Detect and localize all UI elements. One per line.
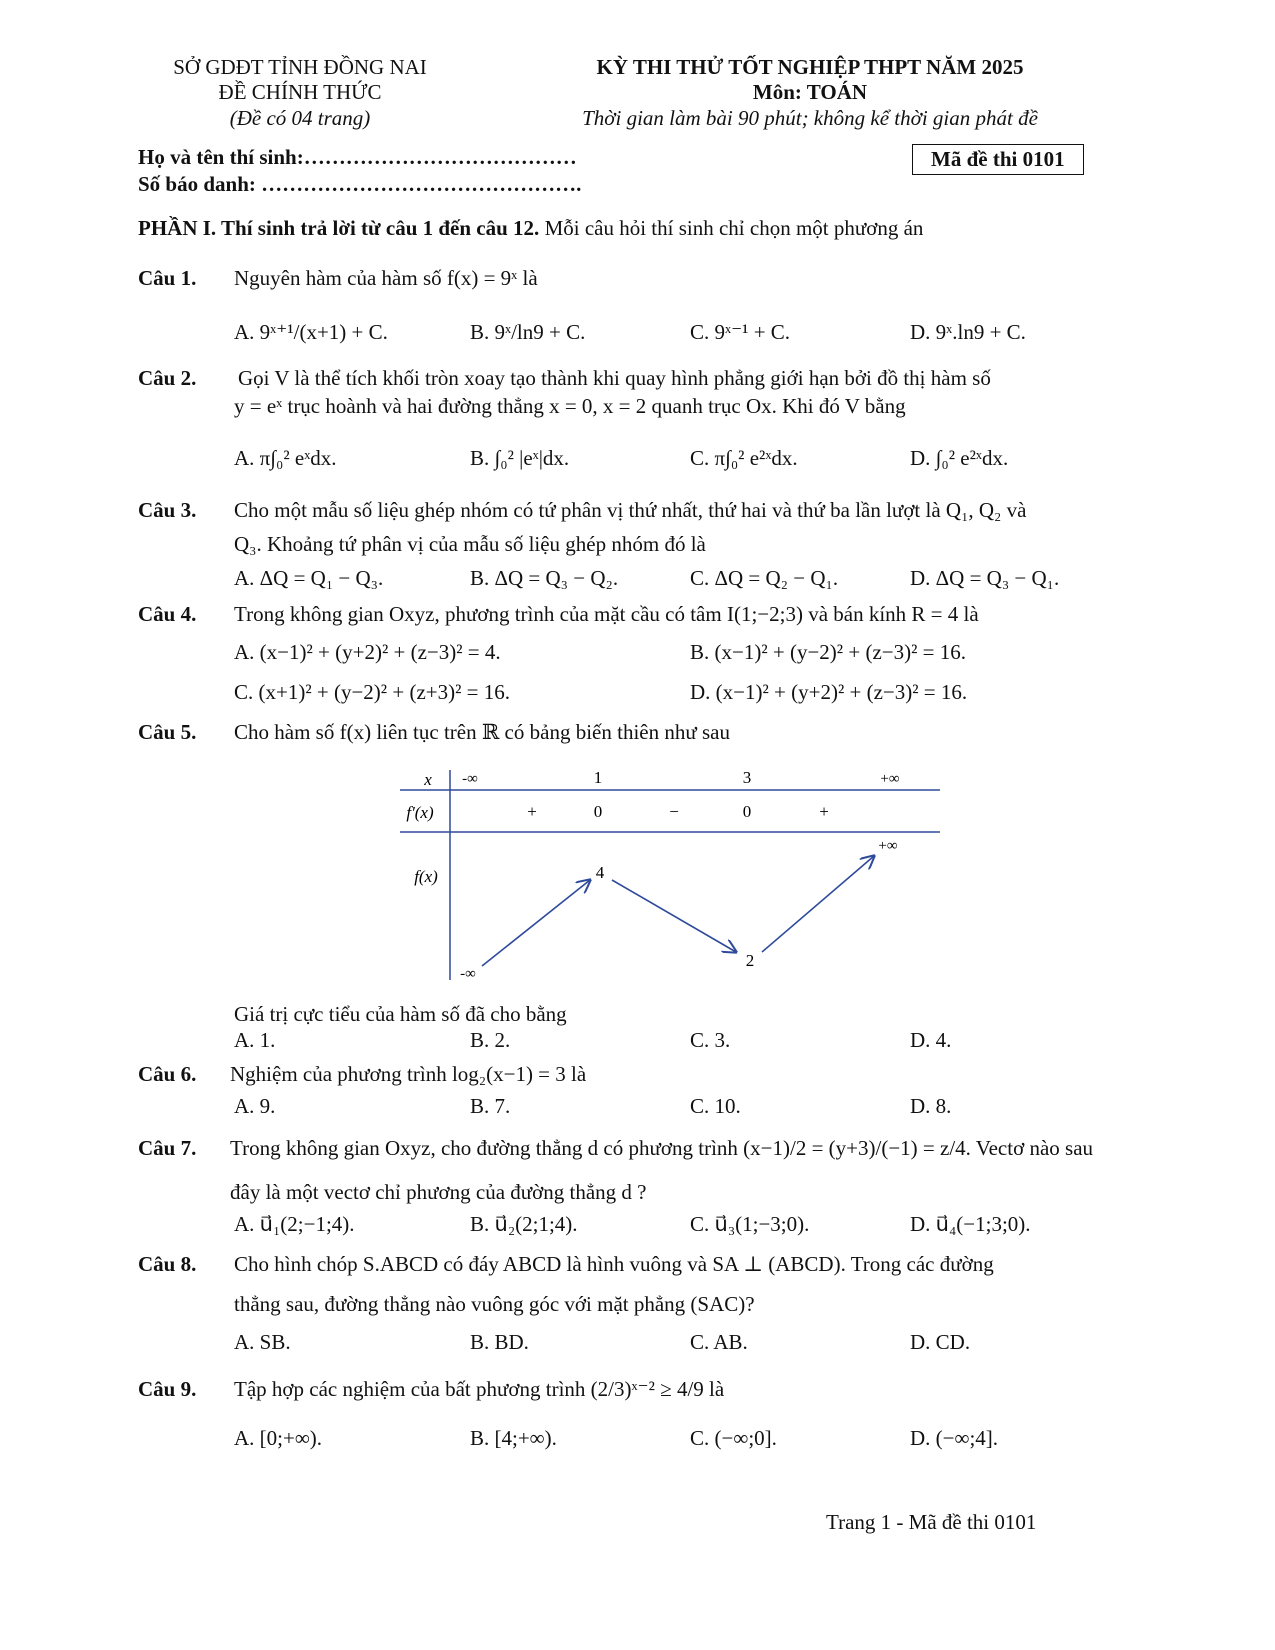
- sign-2: −: [669, 802, 679, 821]
- q7-text2: đây là một vectơ chỉ phương của đường thẳng d ?: [230, 1180, 647, 1204]
- q3-option-c: C. ΔQ = Q₂ − Q₁.: [690, 566, 839, 590]
- q3-text: Cho một mẫu số liệu ghép nhóm có tứ phân vị thứ nhất, thứ hai và thứ ba lần lượt là Q₁, Q₂ và: [234, 498, 1027, 522]
- q4-option-a: A. (x−1)² + (y+2)² + (z−3)² = 4.: [234, 640, 501, 664]
- q8-option-d: D. CD.: [910, 1330, 971, 1354]
- subject: Môn: TOÁN: [752, 80, 868, 104]
- q3-text2: Q₃. Khoảng tứ phân vị của mẫu số liệu ghép nhóm đó là: [234, 532, 706, 556]
- q6-label: Câu 6.: [138, 1062, 197, 1086]
- header-left-line3: (Đề có 04 trang): [229, 106, 371, 130]
- q6-option-b: B. 7.: [470, 1094, 511, 1118]
- q1-option-c: C. 9ˣ⁻¹ + C.: [690, 320, 791, 344]
- arrow-down: [612, 880, 736, 952]
- q1-option-a: A. 9ˣ⁺¹/(x+1) + C.: [234, 320, 388, 344]
- q2-option-c: C. π∫₀² e²ˣdx.: [690, 446, 798, 470]
- sign-zero-1: 0: [593, 802, 603, 821]
- q3-option-b: B. ΔQ = Q₃ − Q₂.: [470, 566, 619, 590]
- arrow-up-1: [482, 880, 590, 966]
- q2-text: Gọi V là thể tích khối tròn xoay tạo thành khi quay hình phẳng giới hạn bởi đồ thị hàm số: [238, 366, 991, 390]
- q5-option-d: D. 4.: [910, 1028, 952, 1052]
- q8-text: Cho hình chóp S.ABCD có đáy ABCD là hình vuông và SA ⊥ (ABCD). Trong các đường: [234, 1252, 994, 1276]
- q6-text: Nghiệm của phương trình log₂(x−1) = 3 là: [230, 1062, 587, 1086]
- part1-title: PHẦN I. Thí sinh trả lời từ câu 1 đến câu 12.: [138, 216, 540, 240]
- q1-option-d: D. 9ˣ.ln9 + C.: [910, 320, 1026, 344]
- q1-text: Nguyên hàm của hàm số f(x) = 9ˣ là: [234, 266, 538, 290]
- exam-title: KỲ THI THỬ TỐT NGHIỆP THPT NĂM 2025: [596, 55, 1024, 79]
- student-name-line: Họ và tên thí sinh:…………………………………: [138, 145, 577, 169]
- header-left-line1: SỞ GDĐT TỈNH ĐỒNG NAI: [173, 55, 427, 79]
- q4-label: Câu 4.: [138, 602, 197, 626]
- q3-option-d: D. ΔQ = Q₃ − Q₁.: [910, 566, 1060, 590]
- q9-option-c: C. (−∞;0].: [690, 1426, 777, 1450]
- q9-option-d: D. (−∞;4].: [910, 1426, 999, 1450]
- exam-code-box: Mã đề thi 0101: [912, 144, 1084, 175]
- q8-option-a: A. SB.: [234, 1330, 291, 1354]
- q7-text: Trong không gian Oxyz, cho đường thẳng d có phương trình (x−1)/2 = (y+3)/(−1) = z/4. Vectơ nào sau: [230, 1136, 1094, 1160]
- x-value-3: 3: [742, 770, 752, 787]
- x-value-pos-inf: +∞: [880, 771, 900, 787]
- q4-option-d: D. (x−1)² + (y+2)² + (z−3)² = 16.: [690, 680, 968, 704]
- q1-label: Câu 1.: [138, 266, 197, 290]
- student-id-line: Số báo danh: ……………………………………….: [138, 172, 582, 196]
- q4-option-c: C. (x+1)² + (y−2)² + (z+3)² = 16.: [234, 680, 510, 704]
- f-value-neg-inf: -∞: [460, 966, 476, 982]
- page-footer: Trang 1 - Mã đề thi 0101: [826, 1510, 1037, 1534]
- q5-option-a: A. 1.: [234, 1028, 276, 1052]
- q1-option-b: B. 9ˣ/ln9 + C.: [470, 320, 586, 344]
- q7-option-b: B. u⃗₂(2;1;4).: [470, 1212, 578, 1236]
- q8-option-c: C. AB.: [690, 1330, 748, 1354]
- q7-option-a: A. u⃗₁(2;−1;4).: [234, 1212, 355, 1236]
- sign-3: +: [819, 802, 829, 821]
- q2-label: Câu 2.: [138, 366, 197, 390]
- q5-label: Câu 5.: [138, 720, 197, 744]
- q9-option-a: A. [0;+∞).: [234, 1426, 323, 1450]
- part1-instruction: Mỗi câu hỏi thí sinh chỉ chọn một phương án: [539, 216, 924, 240]
- q8-label: Câu 8.: [138, 1252, 197, 1276]
- q8-text2: thẳng sau, đường thẳng nào vuông góc với mặt phẳng (SAC)?: [234, 1292, 755, 1316]
- f-value-2: 2: [745, 951, 755, 970]
- sign-1: +: [527, 802, 537, 821]
- time-note: Thời gian làm bài 90 phút; không kể thời gian phát đề: [582, 106, 1038, 130]
- variation-table: [400, 770, 960, 1030]
- arrow-up-2: [762, 856, 874, 952]
- q7-option-d: D. u⃗₄(−1;3;0).: [910, 1212, 1031, 1236]
- table-fprime-label: f'(x): [406, 803, 434, 822]
- q5-text: Cho hàm số f(x) liên tục trên ℝ có bảng biến thiên như sau: [234, 720, 730, 744]
- q9-label: Câu 9.: [138, 1377, 197, 1401]
- q3-label: Câu 3.: [138, 498, 197, 522]
- q5-text2: Giá trị cực tiểu của hàm số đã cho bằng: [234, 1002, 567, 1026]
- table-x-label: x: [424, 770, 432, 789]
- q7-label: Câu 7.: [138, 1136, 197, 1160]
- sign-zero-2: 0: [742, 802, 752, 821]
- f-value-pos-inf: +∞: [878, 838, 898, 854]
- q5-option-c: C. 3.: [690, 1028, 731, 1052]
- q6-option-a: A. 9.: [234, 1094, 276, 1118]
- q6-option-c: C. 10.: [690, 1094, 741, 1118]
- q5-option-b: B. 2.: [470, 1028, 511, 1052]
- header-left-line2: ĐỀ CHÍNH THỨC: [218, 80, 382, 104]
- f-value-4: 4: [595, 863, 605, 882]
- q2-text2: y = eˣ trục hoành và hai đường thẳng x = 0, x = 2 quanh trục Ox. Khi đó V bằng: [234, 394, 906, 418]
- x-value-neg-inf: -∞: [462, 771, 478, 787]
- q4-text: Trong không gian Oxyz, phương trình của mặt cầu có tâm I(1;−2;3) và bán kính R = 4 là: [234, 602, 979, 626]
- q2-option-b: B. ∫₀² |eˣ|dx.: [470, 446, 570, 470]
- q7-option-c: C. u⃗₃(1;−3;0).: [690, 1212, 810, 1236]
- q9-option-b: B. [4;+∞).: [470, 1426, 557, 1450]
- q3-option-a: A. ΔQ = Q₁ − Q₃.: [234, 566, 384, 590]
- q4-option-b: B. (x−1)² + (y−2)² + (z−3)² = 16.: [690, 640, 966, 664]
- q9-text: Tập hợp các nghiệm của bất phương trình (2/3)ˣ⁻² ≥ 4/9 là: [234, 1377, 725, 1401]
- table-f-label: f(x): [414, 867, 438, 886]
- q6-option-d: D. 8.: [910, 1094, 952, 1118]
- part1-heading: [138, 216, 923, 241]
- q8-option-b: B. BD.: [470, 1330, 529, 1354]
- x-value-1: 1: [593, 770, 603, 787]
- q2-option-d: D. ∫₀² e²ˣdx.: [910, 446, 1009, 470]
- q2-option-a: A. π∫₀² eˣdx.: [234, 446, 337, 470]
